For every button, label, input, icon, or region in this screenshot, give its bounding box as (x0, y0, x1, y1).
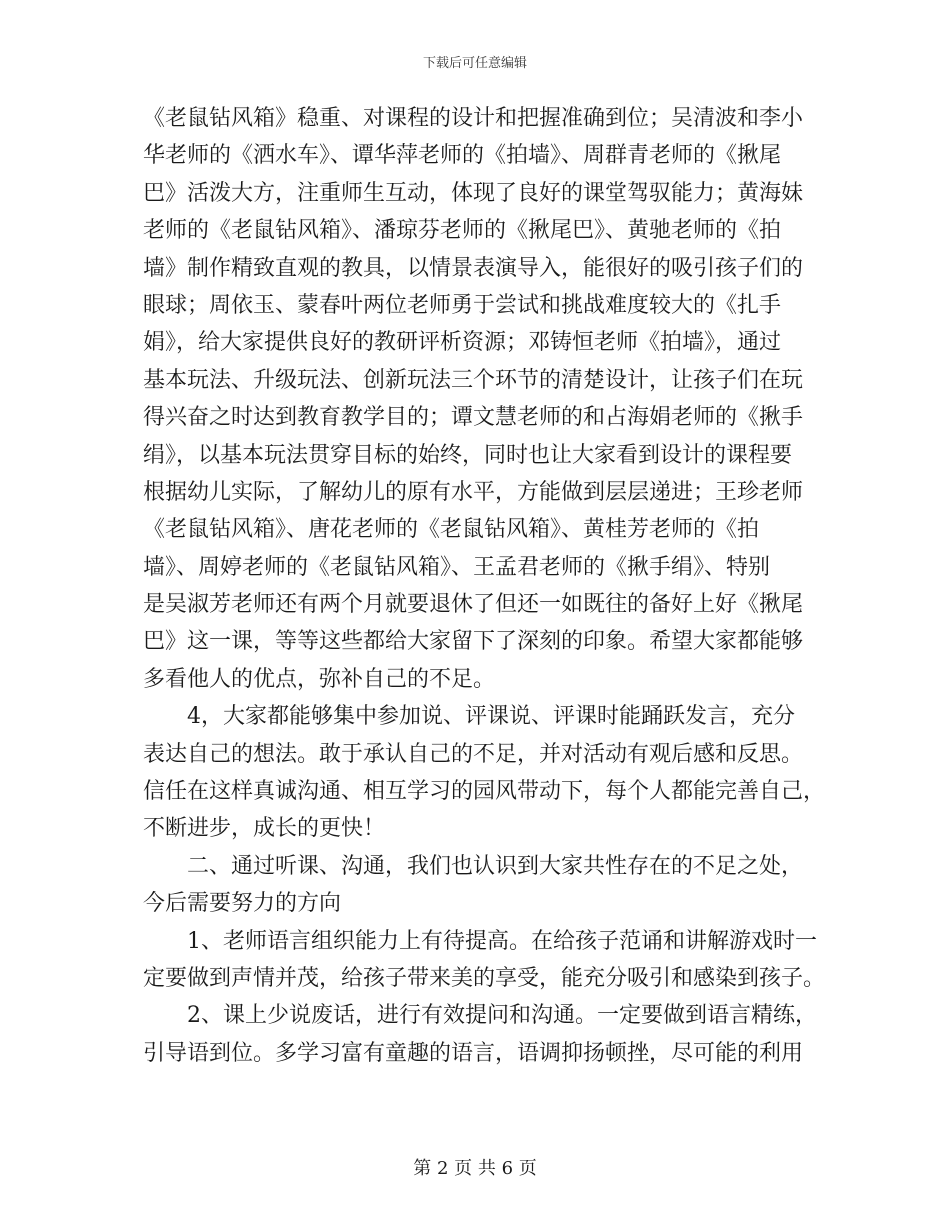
text-line: 巴》这一课，等等这些都给大家留下了深刻的印象。希望大家都能够 (143, 629, 804, 655)
text-line: 墙》、周婷老师的《老鼠钻风箱》、王孟君老师的《揪手绢》、特别 (143, 554, 771, 580)
text-line: 多看他人的优点，弥补自己的不足。 (143, 666, 496, 692)
text-line: 是吴淑芳老师还有两个月就要退休了但还一如既往的备好上好《揪尾 (143, 592, 804, 618)
text-line: 二、通过听课、沟通，我们也认识到大家共性存在的不足之处， (187, 853, 804, 879)
page-header: 下载后可任意编辑 (422, 56, 527, 71)
text-line: 今后需要努力的方向 (143, 891, 342, 917)
text-line: 《老鼠钻风箱》、唐花老师的《老鼠钻风箱》、黄桂芳老师的《拍 (143, 517, 760, 543)
text-line: 根据幼儿实际，了解幼儿的原有水平，方能做到层层递进；王珍老师 (143, 479, 804, 505)
text-line: 华老师的《洒水车》、谭华萍老师的《拍墙》、周群青老师的《揪尾 (143, 143, 782, 169)
page-footer: 第 2 页 共 6 页 (413, 1158, 537, 1179)
text-line: 2、课上少说废话，进行有效提问和沟通。一定要做到语言精练， (187, 1003, 817, 1029)
text-line: 巴》活泼大方，注重师生互动，体现了良好的课堂驾驭能力；黄海妹 (143, 180, 804, 206)
text-line: 引导语到位。多学习富有童趣的语言，语调抑扬顿挫，尽可能的利用 (143, 1040, 804, 1066)
text-line: 墙》制作精致直观的教具，以情景表演导入，能很好的吸引孩子们的 (143, 255, 804, 281)
text-line: 绢》，以基本玩法贯穿目标的始终，同时也让大家看到设计的课程要 (143, 442, 793, 468)
text-line: 不断进步，成长的更快！ (143, 816, 386, 842)
text-line: 1、老师语言组织能力上有待提高。在给孩子范诵和讲解游戏时一 (187, 928, 817, 954)
text-line: 基本玩法、升级玩法、创新玩法三个环节的清楚设计，让孩子们在玩 (143, 367, 804, 393)
text-line: 眼球；周依玉、蒙春叶两位老师勇于尝试和挑战难度较大的《扎手 (143, 292, 782, 318)
text-line: 4，大家都能够集中参加说、评课说、评课时能踊跃发言，充分 (187, 704, 795, 730)
text-line: 得兴奋之时达到教育教学目的；谭文慧老师的和占海娟老师的《揪手 (143, 405, 804, 431)
document-body (143, 100, 826, 1072)
text-line: 娟》，给大家提供良好的教研评析资源；邓铸恒老师《拍墙》，通过 (143, 330, 782, 356)
text-line: 定要做到声情并茂，给孩子带来美的享受，能充分吸引和感染到孩子。 (143, 965, 826, 991)
text-line: 老师的《老鼠钻风箱》、潘琼芬老师的《揪尾巴》、黄驰老师的《拍 (143, 218, 782, 244)
text-line: 信任在这样真诚沟通、相互学习的园风带动下，每个人都能完善自己， (143, 779, 826, 805)
text-line: 《老鼠钻风箱》稳重、对课程的设计和把握准确到位；吴清波和李小 (143, 106, 804, 131)
text-line: 表达自己的想法。敢于承认自己的不足，并对活动有观后感和反思。 (143, 741, 804, 767)
